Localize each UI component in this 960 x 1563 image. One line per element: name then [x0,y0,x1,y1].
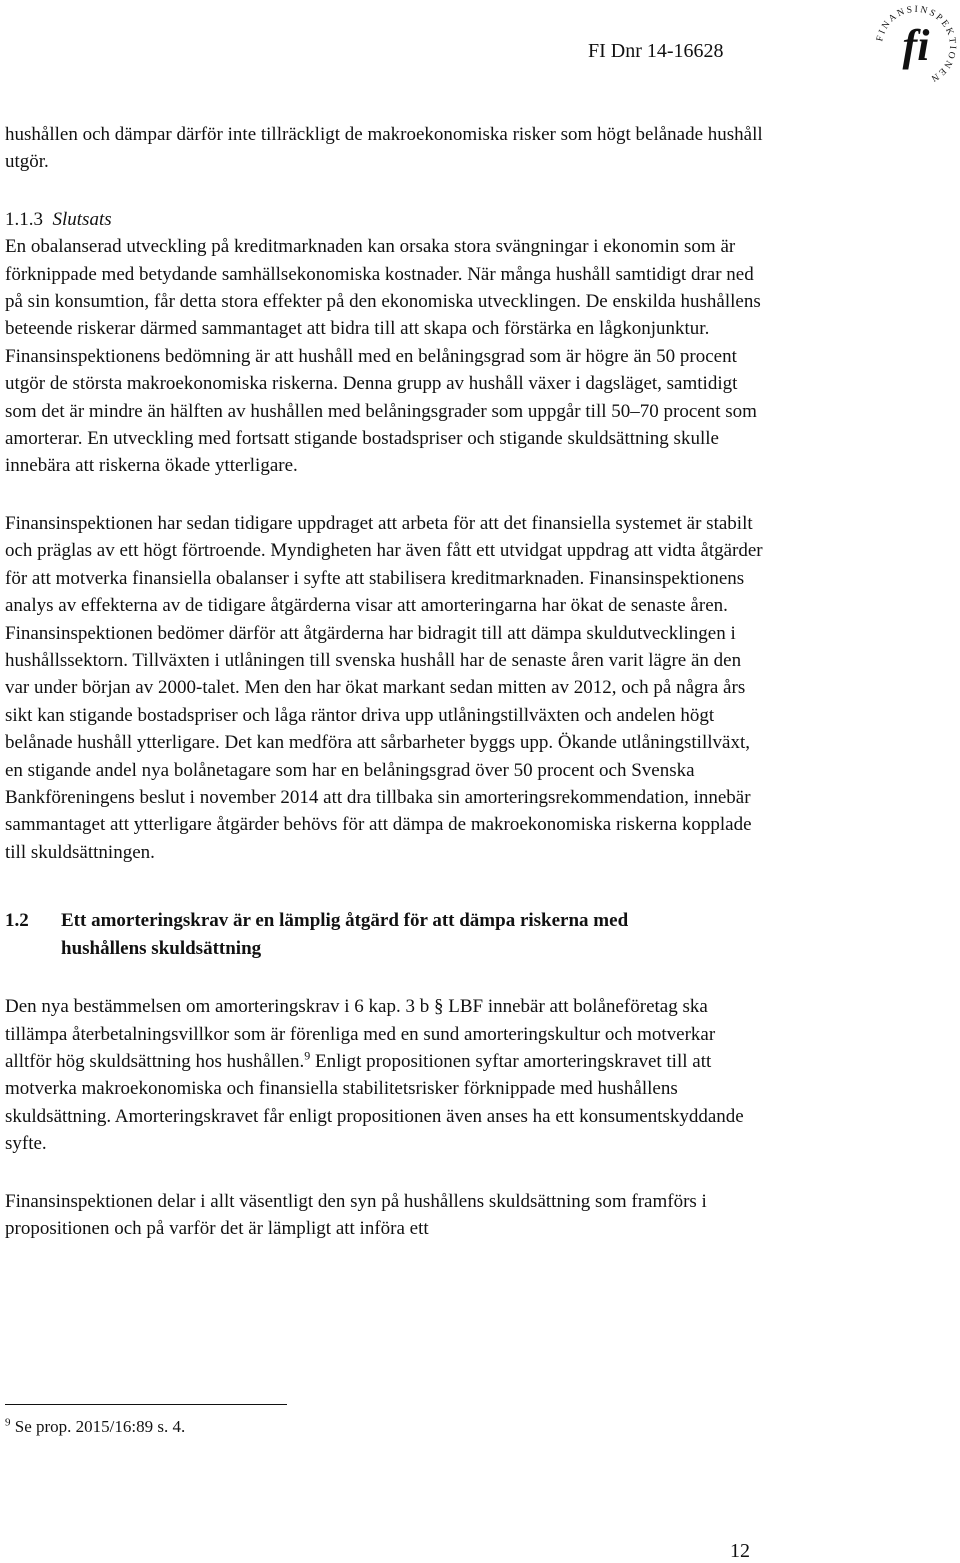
document-reference: FI Dnr 14-16628 [588,40,724,62]
logo-ring-text: FINANSINSPEKTIONEN [875,4,958,84]
footnote-reference[interactable]: 9 [304,1048,311,1063]
paragraph: hushållen och dämpar därför inte tillräckligt de makroekonomiska risker som högt belånade hushåll utgör. [5,124,763,173]
footnote-divider [5,1404,287,1405]
subsection-number: 1.1.3 [5,208,43,230]
logo-monogram: fi [902,21,930,70]
paragraph: En obalanserad utveckling på kreditmarknaden kan orsaka stora svängningar i ekonomin som är förknippade med betydande samhällsekonomiska kostnader. När många hushåll samtidigt drar ned på sin konsumtion, får detta stora effekter på den ekonomiska utvecklingen. De enskilda hushållens beteende riskerar därmed sammantaget att bidra till att skapa och förstärka en lågkonjunktur. Finansinspektionens bedömning är att hushåll med en belåningsgrad som är högre än 50 procent utgör de största makroekonomiska riskerna. Denna grupp av hushåll växer i dagsläget, samtidigt som det är mindre än hälften av hushållen med belåningsgrader som uppgår till 50–70 procent som amorterar. En utveckling med fortsatt stigande bostadspriser och stigande skuldsättning skulle innebära att riskerna ökade ytterligare. [5,236,761,477]
paragraph: Finansinspektionen delar i allt väsentligt den syn på hushållens skuldsättning som framförs i propositionen och på varför det är lämpligt att införa ett [5,1190,707,1239]
subsection-heading [5,206,765,233]
document-body [5,121,765,1242]
fi-logo-icon [870,0,960,92]
footnote [5,1415,185,1439]
paragraph-text: Enligt propositionen syftar amorteringskravet till att motverka makroekonomiska och finansiella stabilitetsrisker förknippade med hushållens skuldsättning. Amorteringskravet får enligt propositionen även anses ha ett konsumentskyddande syfte. [5,1050,744,1155]
section-heading [5,907,765,963]
paragraph [5,993,765,1157]
section-title: Ett amorteringskrav är en lämplig åtgärd för att dämpa riskerna med hushållens skuldsättning [61,910,629,960]
page-number: 12 [730,1540,750,1562]
paragraph: Finansinspektionen har sedan tidigare uppdraget att arbeta för att det finansiella systemet är stabilt och präglas av ett högt förtroende. Myndigheten har även fått ett utvidgat uppdrag att vidta åtgärder för att motverka finansiella obalanser i syfte att stabilisera kreditmarknaden. Finansinspektionens analys av effekterna av de tidigare åtgärderna visar att amorteringarna har ökat de senaste åren. Finansinspektionen bedömer därför att åtgärderna har bidragit till att dämpa skuldutvecklingen i hushållssektorn. Tillväxten i utlåningen till svenska hushåll har de senaste åren varit lägre än den var under början av 2000-talet. Men den har ökat markant sedan mitten av 2012, och på några års sikt kan stigande bostadspriser och låga räntor driva upp utlåningstillväxten och andelen högt belånade hushåll ytterligare. Det kan medföra att sårbarheter byggs upp. Ökande utlåningstillväxt, en stigande andel nya bolånetagare som har en belåningsgrad över 50 procent och Svenska Bankföreningens beslut i november 2014 att dra tillbaka sin amorteringsrekommendation, innebär sammantaget att ytterligare åtgärder behövs för att dämpa de makroekonomiska riskerna kopplade till skuldsättningen. [5,512,763,863]
paragraph-text: Den nya bestämmelsen om amorteringskrav i 6 kap. 3 b § LBF innebär att bolåneföretag ska tillämpa återbetalningsvillkor som är förenliga med en sund amorteringskultur och motverkar alltför hög skuldsättning hos hushållen. [5,996,716,1072]
subsection-title: Slutsats [52,208,112,230]
footnote-number: 9 [5,1416,11,1429]
footnote-text: Se prop. 2015/16:89 s. 4. [14,1417,186,1436]
section-number: 1.2 [5,910,29,932]
